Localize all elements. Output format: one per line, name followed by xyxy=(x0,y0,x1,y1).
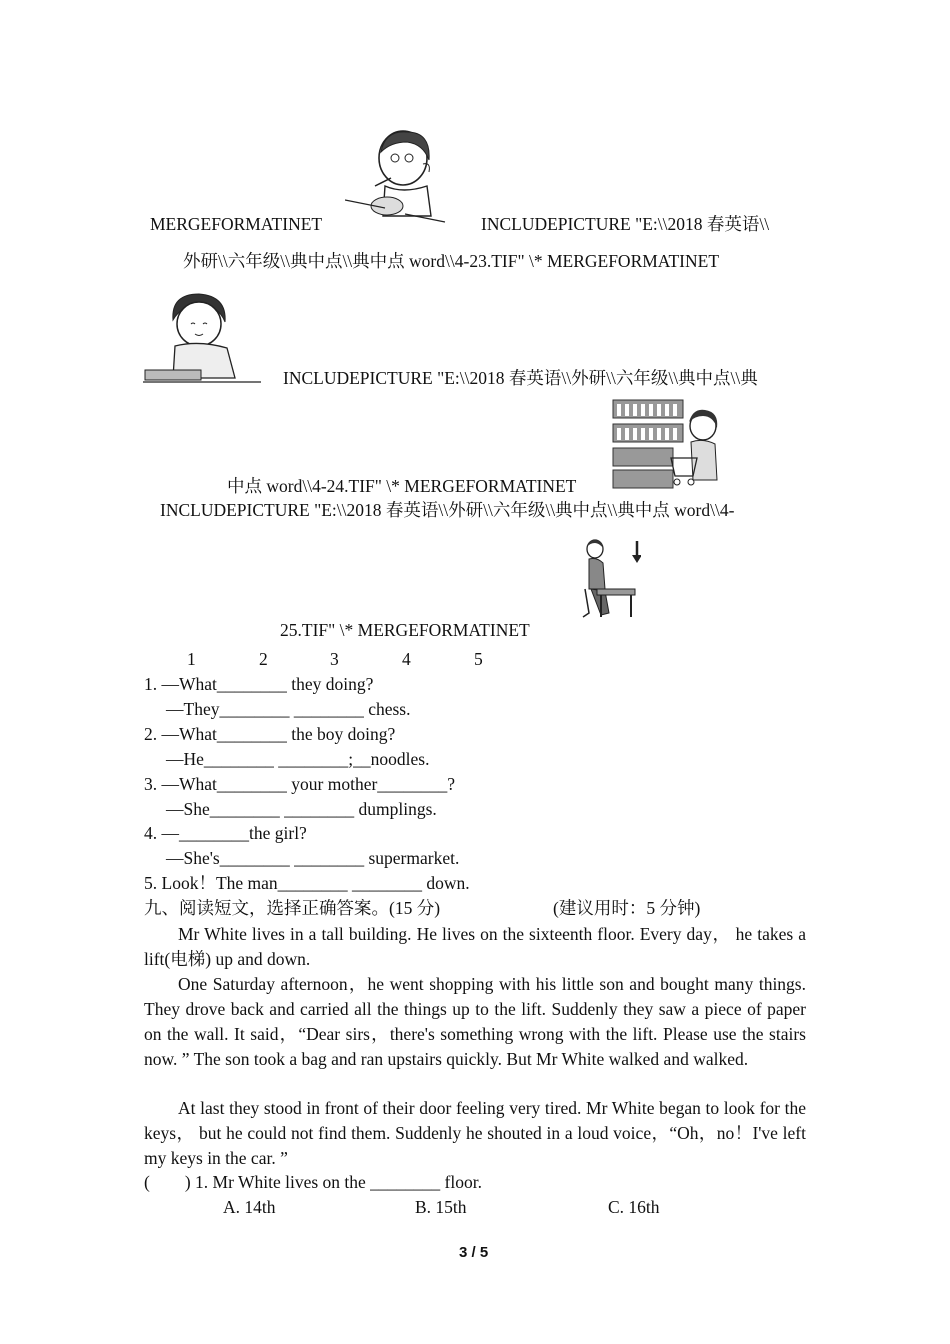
exercise-5-question: 5. Look！The man________ ________ down. xyxy=(144,873,470,893)
include-line-1a: MERGEFORMATINET xyxy=(150,214,323,234)
picture-number-2: 2 xyxy=(259,649,268,669)
picture-girl-making-dumplings xyxy=(143,290,261,386)
include-line-6: 25.TIF" \* MERGEFORMATINET xyxy=(280,620,530,640)
exercise-3-answer: —She________ ________ dumplings. xyxy=(166,799,437,819)
picture-number-3: 3 xyxy=(330,649,339,669)
include-line-2: 外研\\六年级\\典中点\\典中点 word\\4-23.TIF" \* MERGEFORMATINET xyxy=(183,251,720,271)
passage-paragraph-2: One Saturday afternoon，he went shopping with his little son and bought many things. They drove back and carried all the things up to the lift. Suddenly they saw a piece of paper on the wall. It said，“Dear sirs，there's something wrong with the lift. Please use the stairs now. ” The son took a bag and ran upstairs quickly. But Mr White walked and walked. xyxy=(144,974,806,1069)
question-1-stem: ( ) 1. Mr White lives on the ________ floor. xyxy=(144,1172,482,1192)
page-number: 3 / 5 xyxy=(459,1244,489,1261)
exercise-1-question: 1. —What________ they doing? xyxy=(144,674,374,694)
picture-number-5: 5 xyxy=(474,649,483,669)
question-1-option-b: B. 15th xyxy=(415,1197,467,1217)
section-9-time: (建议用时：5 分钟) xyxy=(553,898,701,918)
picture-number-4: 4 xyxy=(402,649,411,669)
exercise-4-answer: —She's________ ________ supermarket. xyxy=(166,848,460,868)
passage-paragraph-1: Mr White lives in a tall building. He lives on the sixteenth floor. Every day， he takes a lift(电梯) up and down. xyxy=(144,924,806,969)
include-line-5: INCLUDEPICTURE "E:\\2018 春英语\\外研\\六年级\\典中点\\典中点 word\\4- xyxy=(160,500,735,520)
picture-woman-supermarket xyxy=(611,396,725,492)
passage-paragraph-3: At last they stood in front of their door feeling very tired. Mr White began to look for the keys， but he could not find them. Suddenly he shouted in a loud voice，“Oh，no！I've left my keys in the car. ” xyxy=(144,1098,806,1168)
exercise-2-answer: —He________ ________;__noodles. xyxy=(166,749,430,769)
section-9-title: 九、阅读短文，选择正确答案。(15 分) xyxy=(144,898,441,918)
picture-man-sitting-down xyxy=(581,537,641,623)
exercise-1-answer: —They________ ________ chess. xyxy=(166,699,411,719)
exercise-2-question: 2. —What________ the boy doing? xyxy=(144,724,396,744)
picture-number-1: 1 xyxy=(187,649,196,669)
include-line-4: 中点 word\\4-24.TIF" \* MERGEFORMATINET xyxy=(227,476,577,496)
question-1-option-a: A. 14th xyxy=(223,1197,276,1217)
exercise-3-question: 3. —What________ your mother________? xyxy=(144,774,456,794)
exercise-4-question: 4. —________the girl? xyxy=(144,823,307,843)
question-1-option-c: C. 16th xyxy=(608,1197,660,1217)
include-line-3: INCLUDEPICTURE "E:\\2018 春英语\\外研\\六年级\\典中点\\典 xyxy=(283,368,758,388)
picture-boy-eating-noodles xyxy=(345,126,450,226)
include-line-1b: INCLUDEPICTURE "E:\\2018 春英语\\ xyxy=(481,214,770,234)
